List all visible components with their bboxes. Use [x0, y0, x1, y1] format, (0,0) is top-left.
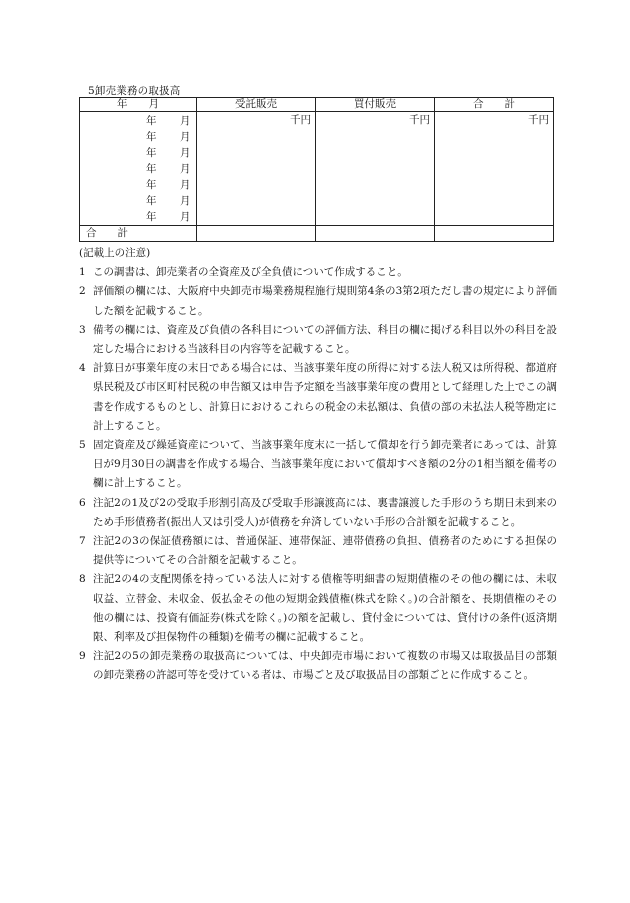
note-number: 9 [79, 650, 86, 663]
month-column [80, 112, 197, 226]
month-label: 月 [180, 179, 191, 191]
total-cell [435, 112, 554, 226]
year-label: 年 [146, 179, 157, 191]
purchase-cell [316, 112, 435, 226]
year-label: 年 [146, 163, 157, 175]
month-row [80, 193, 196, 209]
total-purchase-cell [316, 226, 435, 242]
note-item [79, 359, 557, 436]
note-item [79, 647, 557, 685]
note-text: 備考の欄には、資産及び負債の各科目についての評価方法、科目の欄に掲げる科目以外の科目を設定した場合における当該科目の内容等を記載すること。 [93, 323, 557, 356]
note-text: 注記2の4の支配関係を持っている法人に対する債権等明細書の短期債権のその他の欄には、未収収益、立替金、未収金、仮払金その他の短期金銭債権(株式を除く。)の合計額を、長期債権のその他の欄には、投資有価証券(株式を除く。)の額を記載し、貸付金については、貸付けの条件(返済期限、利率及び担保物件の種類)を備考の欄に記載すること。 [93, 573, 557, 644]
year-label: 年 [146, 147, 157, 159]
note-number: 3 [79, 323, 86, 336]
unit-label: 千円 [409, 114, 430, 126]
month-row [80, 209, 196, 225]
note-text: 固定資産及び繰延資産について、当該事業年度末に一括して償却を行う卸売業者にあっては、計算日が9月30日の調書を作成する場合、当該事業年度において償却すべき額の2分の1相当額を備考の欄に計上すること。 [93, 439, 557, 490]
note-number: 2 [79, 285, 86, 298]
month-row [80, 145, 196, 161]
note-number: 1 [79, 266, 86, 279]
month-label: 月 [180, 211, 191, 223]
note-text: 評価額の欄には、大阪府中央卸売市場業務規程施行規則第4条の3第2項ただし書の規定により評価した額を記載すること。 [93, 285, 557, 317]
month-row [80, 161, 196, 177]
note-number: 6 [79, 496, 86, 509]
sales-volume-table [79, 97, 554, 242]
note-item [79, 570, 557, 647]
month-label: 月 [180, 163, 191, 175]
total-consignment-cell [197, 226, 316, 242]
note-text: 計算日が事業年度の末日である場合には、当該事業年度の所得に対する法人税又は所得税、都道府県民税及び市区町村民税の申告額又は申告予定額を当該事業年度の費用として経理した上でこの調書を作成するものとし、計算日におけるこれらの税金の未払額は、負債の部の未払法人税等勘定に計上すること。 [93, 362, 557, 432]
note-text: 注記2の1及び2の受取手形割引高及び受取手形譲渡高には、裏書譲渡した手形のうち期日未到来のため手形債務者(振出人又は引受人)が債務を弁済していない手形の合計額を記載すること。 [93, 496, 557, 528]
note-number: 4 [79, 362, 86, 375]
month-row [80, 177, 196, 193]
month-label: 月 [180, 195, 191, 207]
note-text: 注記2の3の保証債務額には、普通保証、連帯保証、連帯債務の負担、債務者のためにする担保の提供等についてその合計額を記載すること。 [93, 535, 557, 567]
table-body-row [80, 112, 554, 226]
note-number: 7 [79, 535, 86, 548]
section-title: 5卸売業務の取扱高 [88, 85, 181, 97]
note-item [79, 436, 557, 494]
table-total-row [80, 226, 554, 242]
month-row [80, 129, 196, 145]
month-label: 月 [180, 147, 191, 159]
year-label: 年 [146, 211, 157, 223]
unit-label: 千円 [290, 114, 311, 126]
month-label: 月 [180, 115, 191, 127]
header-purchase: 買付販売 [316, 98, 435, 112]
notes-heading: (記載上の注意) [79, 247, 151, 259]
total-total-cell [435, 226, 554, 242]
note-item [79, 532, 557, 570]
consignment-cell [197, 112, 316, 226]
note-item [79, 494, 557, 532]
notes-section [79, 244, 557, 686]
header-total: 合 計 [435, 98, 554, 112]
year-label: 年 [146, 115, 157, 127]
note-text: この調書は、卸売業者の全資産及び全負債について作成すること。 [93, 266, 408, 279]
unit-label: 千円 [528, 114, 549, 126]
total-label: 合 計 [80, 226, 197, 242]
year-label: 年 [146, 131, 157, 143]
header-month: 年 月 [80, 98, 197, 112]
note-number: 8 [79, 573, 86, 586]
note-item [79, 263, 557, 282]
month-label: 月 [180, 131, 191, 143]
month-row [80, 113, 196, 129]
note-item [79, 321, 557, 359]
year-label: 年 [146, 195, 157, 207]
header-consignment: 受託販売 [197, 98, 316, 112]
table-header-row [80, 98, 554, 112]
note-item [79, 282, 557, 320]
note-number: 5 [79, 439, 86, 452]
note-text: 注記2の5の卸売業務の取扱高については、中央卸売市場において複数の市場又は取扱品目の部類の卸売業務の許認可等を受けている者は、市場ごと及び取扱品目の部類ごとに作成すること。 [93, 650, 557, 682]
